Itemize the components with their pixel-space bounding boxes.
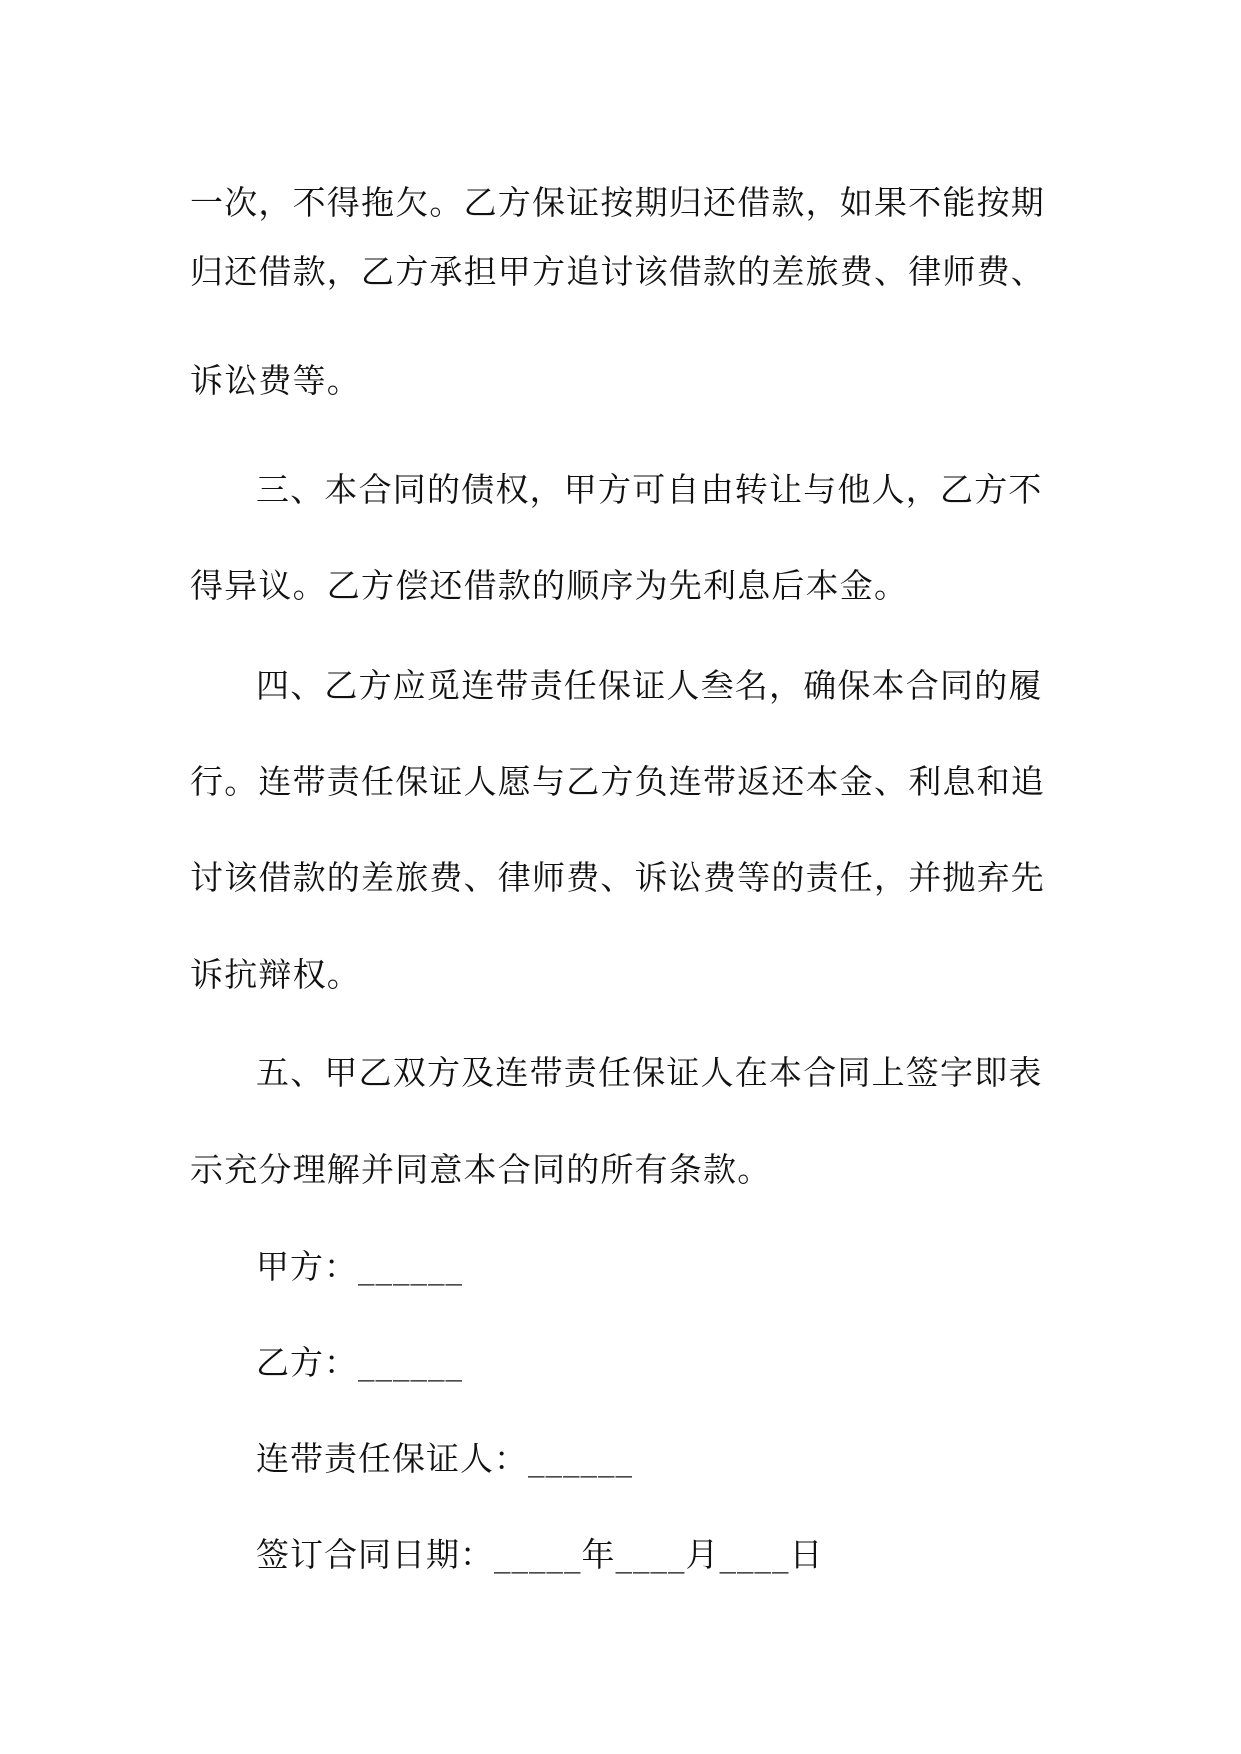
clause-three-line: 三、本合同的债权，甲方可自由转让与他人，乙方不: [256, 470, 1043, 509]
paragraph-line: 讨该借款的差旅费、律师费、诉讼费等的责任，并抛弃先: [190, 858, 1045, 897]
contract-date-line: 签订合同日期：_____年____月____日: [256, 1535, 824, 1574]
paragraph-line: 示充分理解并同意本合同的所有条款。: [190, 1150, 772, 1189]
paragraph-line: 归还借款，乙方承担甲方追讨该借款的差旅费、律师费、: [190, 252, 1045, 291]
paragraph-line: 诉抗辩权。: [190, 955, 361, 994]
paragraph-line: 诉讼费等。: [190, 361, 361, 400]
paragraph-line: 得异议。乙方偿还借款的顺序为先利息后本金。: [190, 566, 909, 605]
clause-five-line: 五、甲乙双方及连带责任保证人在本合同上签字即表: [256, 1053, 1043, 1092]
party-a-signature: 甲方：______: [256, 1247, 463, 1286]
paragraph-line: 一次，不得拖欠。乙方保证按期归还借款，如果不能按期: [190, 183, 1045, 222]
party-b-signature: 乙方：______: [256, 1343, 463, 1382]
paragraph-line: 行。连带责任保证人愿与乙方负连带返还本金、利息和追: [190, 762, 1045, 801]
clause-four-line: 四、乙方应觅连带责任保证人叁名，确保本合同的履: [256, 666, 1043, 705]
guarantor-signature: 连带责任保证人：______: [256, 1439, 633, 1478]
